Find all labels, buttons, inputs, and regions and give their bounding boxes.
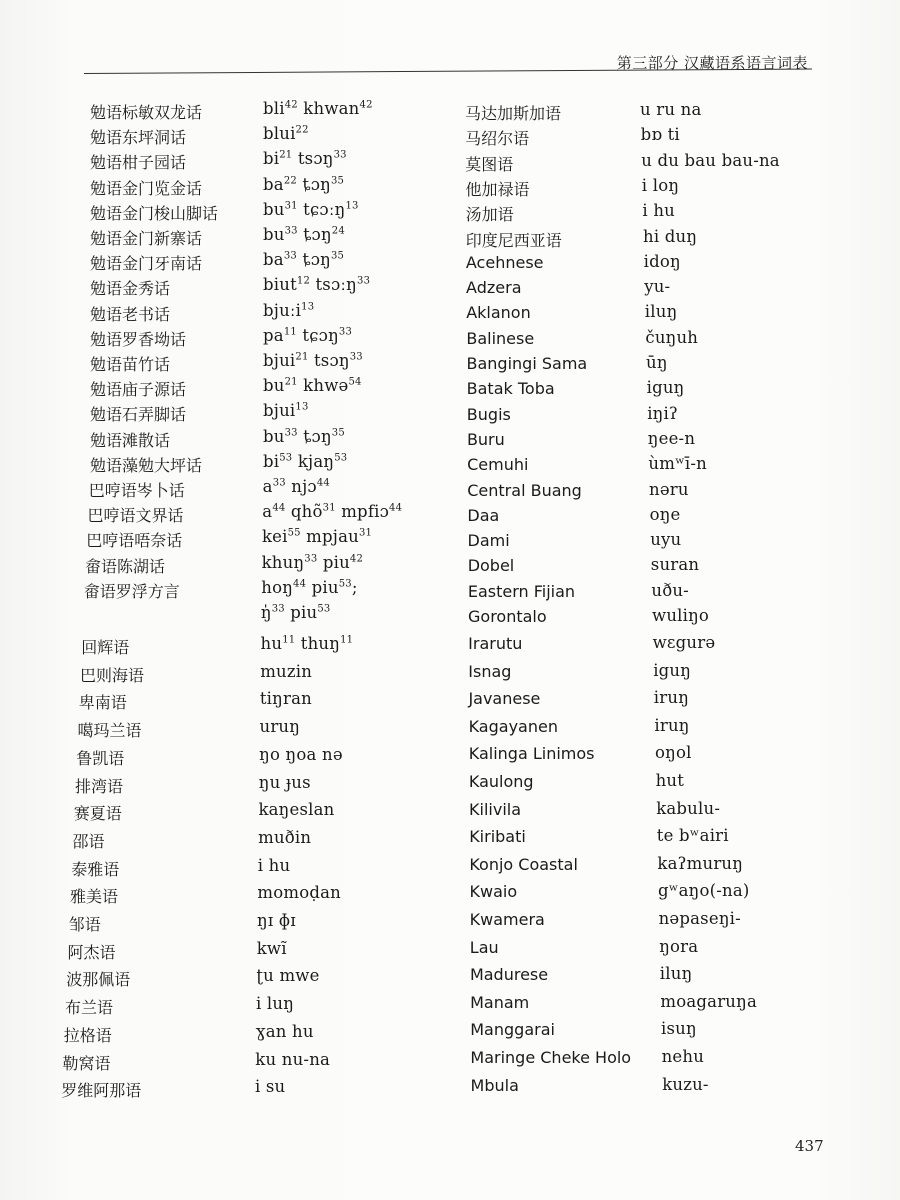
left-column-word-form: i hu bbox=[257, 855, 291, 875]
left-column-language-name: 勉语藻勉大坪话 bbox=[90, 455, 203, 475]
right-column-word-form: iguŋ bbox=[646, 378, 685, 398]
right-column-word-form: iŋiʔ bbox=[647, 403, 679, 423]
right-column-language-name: 汤加语 bbox=[465, 205, 514, 225]
right-column-language-name: Kilivila bbox=[469, 799, 522, 819]
right-column-word-form: te bʷairi bbox=[656, 826, 729, 846]
left-column-word-form: i luŋ bbox=[256, 994, 295, 1014]
right-column-language-name: Lau bbox=[469, 937, 499, 957]
left-column-language-name: 泰雅语 bbox=[71, 859, 120, 879]
right-column-language-name: Konjo Coastal bbox=[469, 854, 578, 874]
right-column-language-name: Daa bbox=[467, 505, 500, 525]
left-column-word-form: i su bbox=[254, 1077, 286, 1097]
left-column-word-form: bjui$^{21}$ tsɔŋ$^{33}$ bbox=[263, 351, 363, 370]
left-column-language-name: 勉语石弄脚话 bbox=[90, 405, 187, 425]
left-column-word-form: kei$^{55}$ mpjau$^{31}$ bbox=[261, 527, 373, 547]
right-column-language-name: Gorontalo bbox=[468, 607, 547, 626]
left-column-word-form: ŋu ɟus bbox=[258, 772, 311, 792]
running-head: 第三部分 汉藏语系语言词表 bbox=[616, 54, 808, 72]
left-column-word-form: bjuːi$^{13}$ bbox=[263, 300, 315, 320]
right-column-language-name: 他加禄语 bbox=[465, 179, 530, 199]
right-column-language-name: Javanese bbox=[468, 689, 541, 709]
right-column-language-name: Isnag bbox=[468, 661, 512, 681]
right-column-language-name: Mbula bbox=[470, 1075, 519, 1095]
left-column-language-name: 阿杰语 bbox=[67, 942, 116, 962]
left-column-word-form: blui$^{22}$ bbox=[263, 124, 309, 144]
right-column-word-form: wɛgurə bbox=[652, 633, 716, 652]
left-column-word-form: momoḍan bbox=[257, 883, 341, 903]
right-column-word-form: i hu bbox=[642, 201, 675, 221]
left-column-language-name: 勉语金门览金话 bbox=[90, 178, 203, 198]
right-column-language-name: Maringe Cheke Holo bbox=[470, 1048, 632, 1067]
right-column-word-form: nehu bbox=[661, 1047, 705, 1066]
left-column-language-name: 巴哼语文界话 bbox=[87, 506, 184, 526]
left-column-language-name: 布兰语 bbox=[65, 998, 114, 1018]
left-column-word-form: ŋo ŋoa nə bbox=[259, 744, 343, 764]
right-column-word-form: suran bbox=[650, 555, 700, 575]
right-column-word-form: bɒ ti bbox=[640, 125, 680, 145]
left-column-word-form: ɣan hu bbox=[255, 1021, 314, 1041]
right-column-language-name: Kagayanen bbox=[468, 716, 558, 736]
left-column-word-form: $bi^{53}$ kjaŋ$^{53}$ bbox=[263, 451, 348, 471]
left-column-language-name: 噶玛兰语 bbox=[77, 721, 142, 741]
right-column-word-form: moagaruŋa bbox=[660, 991, 757, 1011]
left-column-word-form: $a^{33}$ njɔ$^{44}$ bbox=[262, 477, 330, 496]
right-column-word-form: iluŋ bbox=[644, 302, 678, 322]
left-column-word-form: $hu^{11}$ thuŋ$^{11}$ bbox=[260, 634, 354, 653]
left-column-word-form: $pa^{11}$ tɕɔŋ$^{33}$ bbox=[263, 325, 353, 345]
left-column-word-form: $ba^{22}$ ȶɔŋ$^{35}$ bbox=[263, 174, 345, 194]
left-column-word-form: muðin bbox=[258, 827, 312, 847]
right-column-language-name: Aklanon bbox=[466, 303, 531, 323]
right-column-word-form: oŋe bbox=[649, 504, 681, 524]
right-column-word-form: idoŋ bbox=[643, 251, 681, 271]
right-column-word-form: iluŋ bbox=[659, 964, 693, 984]
right-column-language-name: Buru bbox=[466, 429, 505, 449]
left-column-word-form: ŋɪ ɸɪ bbox=[257, 911, 296, 930]
left-column-word-form: biut$^{12}$ tsɔːŋ$^{33}$ bbox=[263, 275, 371, 295]
right-column-word-form: yu- bbox=[644, 277, 671, 297]
left-column-language-name: 巴哼语岑卜话 bbox=[88, 481, 185, 500]
left-column-word-form: ku nu-na bbox=[255, 1049, 331, 1069]
right-column-word-form: nəru bbox=[649, 479, 689, 499]
right-column-word-form: uðu- bbox=[651, 580, 689, 600]
left-column-language-name: 勉语金门梭山脚话 bbox=[90, 203, 219, 223]
right-column-language-name: Batak Toba bbox=[466, 379, 555, 399]
left-column-language-name: 排湾语 bbox=[75, 776, 124, 796]
right-column-word-form: ùmʷī-n bbox=[648, 454, 708, 474]
left-column-language-name: 回辉语 bbox=[81, 638, 130, 657]
right-column-language-name: Balinese bbox=[466, 328, 535, 348]
left-column-language-name: 拉格语 bbox=[63, 1025, 112, 1045]
left-column-language-name: 罗维阿那语 bbox=[61, 1081, 142, 1101]
right-column-word-form: isuŋ bbox=[661, 1019, 697, 1039]
left-column-language-name: 波那佩语 bbox=[66, 970, 131, 990]
left-column-word-form: muzin bbox=[260, 661, 313, 681]
right-column-language-name: 莫图语 bbox=[465, 154, 514, 174]
right-column-word-form: iruŋ bbox=[654, 715, 690, 735]
left-column-word-form: $ba^{33}$ ȶɔŋ$^{35}$ bbox=[263, 250, 345, 270]
left-column-language-name: 畲语陈湖话 bbox=[85, 556, 166, 576]
left-column-language-name: 勉语金秀话 bbox=[90, 279, 171, 299]
left-column-word-form: $bu^{31}$ tɕɔːŋ$^{13}$ bbox=[263, 199, 359, 219]
left-column-language-name: 卑南语 bbox=[78, 693, 127, 713]
left-column-language-name: 邹语 bbox=[68, 915, 101, 934]
left-column-word-form: bjui$^{13}$ bbox=[263, 401, 309, 421]
right-column-language-name: Bugis bbox=[466, 404, 511, 424]
right-column-word-form: ūŋ bbox=[646, 353, 668, 372]
left-column-word-form: $bu^{21}$ khwə$^{54}$ bbox=[263, 376, 362, 396]
right-column-language-name: 马达加斯加语 bbox=[465, 104, 562, 123]
left-column-word-form: khuŋ$^{33}$ piu$^{42}$ bbox=[261, 552, 364, 572]
right-column-word-form: kuzu- bbox=[662, 1074, 709, 1094]
left-column-word-form: ʈu mwe bbox=[256, 966, 320, 986]
left-column-language-name: 勒窝语 bbox=[62, 1053, 111, 1073]
right-column-word-form: ŋee-n bbox=[647, 428, 696, 448]
left-column-word-form: $a^{44}$ qhõ$^{31}$ mpfiɔ$^{44}$ bbox=[262, 502, 403, 522]
right-column-language-name: Dobel bbox=[467, 556, 515, 576]
left-column-word-form: tiŋran bbox=[259, 689, 312, 709]
right-column-word-form: hut bbox=[655, 771, 685, 790]
right-column-language-name: Kwamera bbox=[469, 910, 545, 929]
right-column-word-form: u ru na bbox=[640, 100, 702, 119]
right-column-language-name: Adzera bbox=[466, 278, 522, 298]
right-column-word-form: gʷaŋo(-na) bbox=[658, 881, 750, 901]
left-column-word-form: $bu^{33}$ ȶɔŋ$^{35}$ bbox=[263, 426, 345, 446]
right-column-word-form: oŋol bbox=[655, 743, 692, 763]
right-column-language-name: Eastern Fijian bbox=[467, 581, 576, 601]
right-column-language-name: Manggarai bbox=[470, 1020, 555, 1040]
right-column-language-name: Cemuhi bbox=[467, 455, 529, 475]
left-column-word-form: bli$^{42}$ khwan$^{42}$ bbox=[263, 99, 373, 118]
left-column-language-name: 勉语罗香坳话 bbox=[90, 329, 187, 349]
right-column-language-name: Kwaio bbox=[469, 882, 518, 902]
right-column-language-name: 印度尼西亚语 bbox=[465, 230, 562, 250]
right-column-language-name: Kaulong bbox=[468, 772, 534, 791]
right-column-word-form: uyu bbox=[650, 530, 682, 550]
left-column-language-name: 勉语标敏双龙话 bbox=[90, 103, 203, 122]
right-column-word-form: iguŋ bbox=[653, 660, 692, 680]
left-column-language-name: 巴则海语 bbox=[80, 665, 145, 685]
left-column-language-name: 赛夏语 bbox=[73, 804, 122, 824]
left-column-word-form: kwĩ bbox=[256, 938, 287, 958]
left-column-word-form: kaŋeslan bbox=[258, 800, 335, 820]
right-column-word-form: wuliŋo bbox=[652, 606, 710, 625]
right-column-language-name: Acehnese bbox=[465, 252, 544, 272]
left-column-language-name: 勉语苗竹话 bbox=[90, 355, 171, 374]
right-column-word-form: kaʔmuruŋ bbox=[657, 853, 744, 873]
left-column-language-name: 雅美语 bbox=[70, 887, 119, 907]
right-column-word-form: ŋora bbox=[659, 936, 699, 956]
right-column-word-form: nəpaseŋi- bbox=[658, 909, 741, 928]
right-column-language-name: Bangingi Sama bbox=[466, 354, 588, 373]
right-column-word-form: u du bau bau-na bbox=[641, 150, 780, 170]
right-column-language-name: Manam bbox=[470, 992, 530, 1012]
right-column-language-name: Central Buang bbox=[467, 480, 582, 500]
left-column-language-name: 鲁凯语 bbox=[76, 748, 125, 768]
right-column-language-name: Irarutu bbox=[468, 634, 523, 653]
left-column-language-name: 巴哼语唔奈话 bbox=[86, 531, 183, 551]
left-column-language-name: 畲语罗浮方言 bbox=[83, 581, 180, 601]
right-column-word-form: hi duŋ bbox=[643, 226, 698, 246]
right-column-word-form: iruŋ bbox=[653, 688, 690, 708]
left-column-word-form: ŋ̍$^{33}$ piu$^{53}$ bbox=[260, 603, 331, 622]
left-column-language-name: 勉语庙子源话 bbox=[90, 380, 187, 400]
left-column-language-name: 邵语 bbox=[72, 831, 105, 851]
right-column-word-form: kabulu- bbox=[656, 798, 721, 818]
right-column-language-name: Kalinga Linimos bbox=[468, 744, 595, 764]
left-column-word-form: $bi^{21}$ tsɔŋ$^{33}$ bbox=[263, 149, 347, 169]
left-column-word-form: hoŋ$^{44}$ piu$^{53}$; bbox=[261, 577, 358, 597]
right-column-language-name: 马绍尔语 bbox=[465, 129, 530, 149]
right-column-word-form: i loŋ bbox=[641, 175, 680, 195]
left-column-language-name: 勉语老书话 bbox=[90, 304, 171, 324]
left-column-language-name: 勉语金门牙南话 bbox=[90, 254, 203, 274]
left-column-language-name: 勉语金门新寨话 bbox=[90, 229, 203, 248]
page-number: 437 bbox=[795, 1137, 824, 1155]
left-column-word-form: $bu^{33}$ ȶɔŋ$^{24}$ bbox=[263, 225, 345, 244]
left-column-word-form: uruŋ bbox=[259, 717, 301, 737]
left-column-language-name: 勉语滩散话 bbox=[90, 430, 171, 450]
right-column-language-name: Dami bbox=[467, 531, 510, 551]
right-column-word-form: čuŋuh bbox=[645, 327, 699, 347]
right-column-language-name: Kiribati bbox=[469, 827, 526, 847]
left-column-language-name: 勉语东坪洞话 bbox=[90, 128, 187, 148]
right-column-language-name: Madurese bbox=[469, 965, 549, 985]
left-column-language-name: 勉语柑子园话 bbox=[90, 153, 187, 173]
